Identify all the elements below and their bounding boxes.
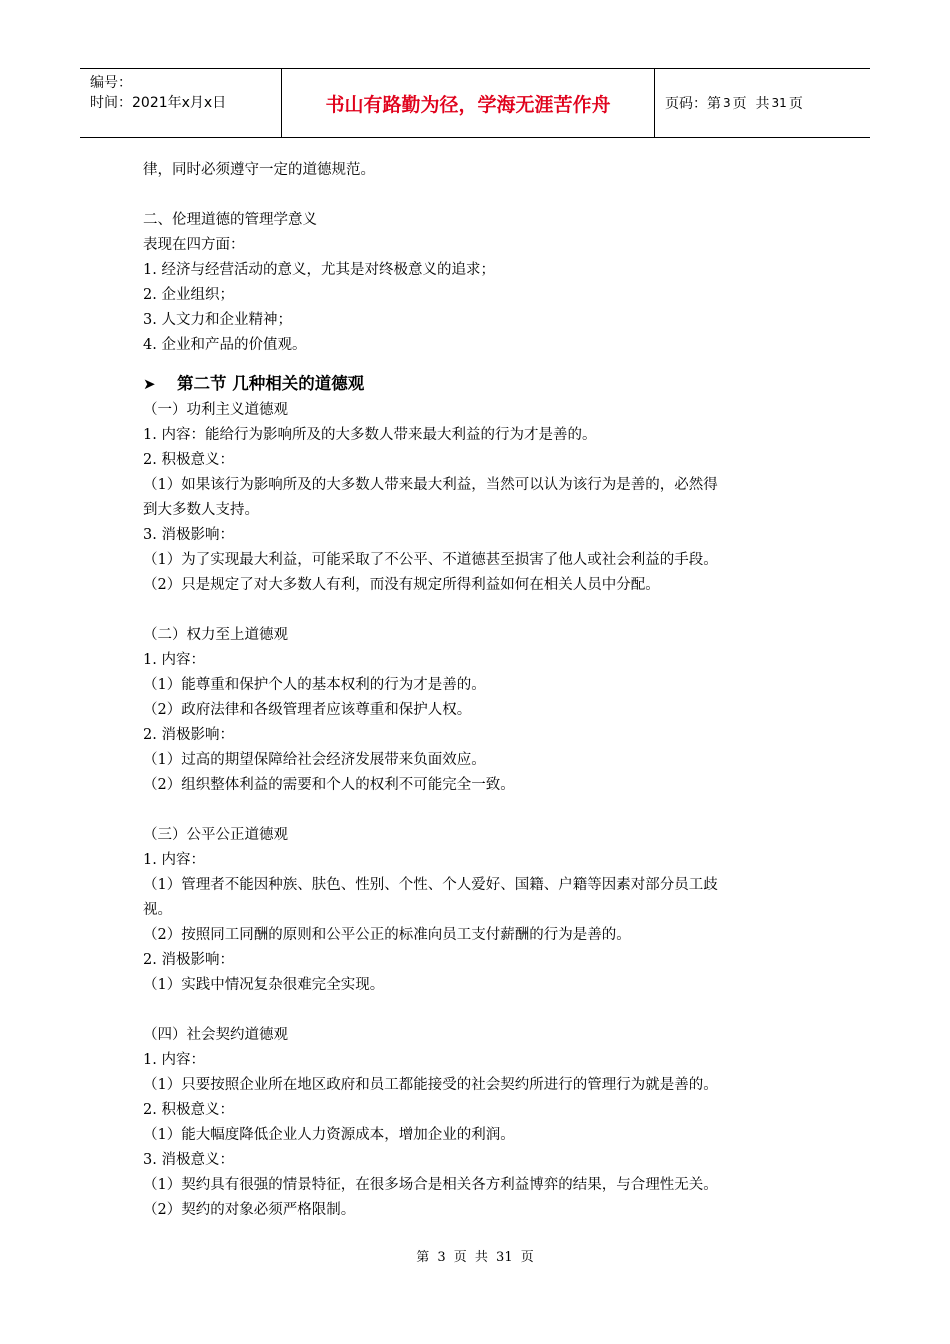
page-current: 3: [723, 96, 731, 110]
list-item: 3. 人文力和企业精神；: [143, 312, 292, 328]
paragraph: 2. 积极意义：: [143, 1102, 234, 1118]
paragraph: （2）契约的对象必须严格限制。: [143, 1202, 356, 1218]
block-heading: （三）公平公正道德观: [143, 827, 288, 843]
block-heading: （四）社会契约道德观: [143, 1027, 288, 1043]
list-item: 4. 企业和产品的价值观。: [143, 337, 307, 353]
page-suffix: 页: [788, 96, 803, 112]
block-heading: （二）权力至上道德观: [143, 627, 288, 643]
paragraph: （1）能大幅度降低企业人力资源成本，增加企业的利润。: [143, 1127, 515, 1143]
block-social-contract: [143, 1023, 813, 1223]
paragraph: （1）管理者不能因种族、肤色、性别、个性、个人爱好、国籍、户籍等因素对部分员工歧: [143, 877, 718, 893]
paragraph: 2. 积极意义：: [143, 452, 234, 468]
paragraph: （1）过高的期望保障给社会经济发展带来负面效应。: [143, 752, 486, 768]
block-utilitarian: [143, 398, 813, 598]
continuation-line: 律，同时必须遵守一定的道德规范。: [143, 162, 375, 178]
block-rights: [143, 623, 813, 798]
block-heading: （一）功利主义道德观: [143, 402, 288, 418]
paragraph: 1. 内容：: [143, 1052, 205, 1068]
paragraph: （2）按照同工同酬的原则和公平公正的标准向员工支付薪酬的行为是善的。: [143, 927, 631, 943]
paragraph: 2. 消极影响：: [143, 952, 234, 968]
paragraph: （1）实践中情况复杂很难完全实现。: [143, 977, 385, 993]
paragraph: （1）只要按照企业所在地区政府和员工都能接受的社会契约所进行的管理行为就是善的。: [143, 1077, 718, 1093]
paragraph: 到大多数人支持。: [143, 502, 259, 518]
paragraph: （1）如果该行为影响所及的大多数人带来最大利益，当然可以认为该行为是善的，必然得: [143, 477, 718, 493]
motto: 书山有路勤为径，学海无涯苦作舟: [325, 93, 611, 116]
paragraph: （1）能尊重和保护个人的基本权利的行为才是善的。: [143, 677, 486, 693]
arrow-bullet-icon: ➤: [143, 375, 156, 393]
paragraph: （2）只是规定了对大多数人有利，而没有规定所得利益如何在相关人员中分配。: [143, 577, 660, 593]
paragraph: 1. 内容：: [143, 652, 205, 668]
header-page-cell: [655, 69, 870, 137]
header-motto-cell: [282, 69, 655, 137]
list-item: 1. 经济与经营活动的意义，尤其是对终极意义的追求；: [143, 262, 495, 278]
number-label: 编号：: [90, 75, 132, 91]
paragraph: 表现在四方面：: [143, 237, 245, 253]
page-total: 31: [771, 96, 787, 110]
paragraph: 视。: [143, 902, 172, 918]
block-justice: [143, 823, 813, 998]
header-table: [80, 68, 870, 138]
section-heading: 二、伦理道德的管理学意义: [143, 212, 317, 228]
section-title-text: 第二节 几种相关的道德观: [177, 374, 365, 393]
paragraph: 3. 消极意义：: [143, 1152, 234, 1168]
paragraph: 1. 内容：: [143, 852, 205, 868]
chapter-section-title: [143, 370, 813, 398]
list-item: 2. 企业组织；: [143, 287, 234, 303]
page-mid: 页 共: [732, 96, 770, 112]
document-body: [143, 158, 813, 1223]
header-meta-cell: [80, 69, 282, 137]
time-label: 时间：2021年x月x日: [90, 95, 227, 111]
paragraph: 1. 内容：能给行为影响所及的大多数人带来最大利益的行为才是善的。: [143, 427, 597, 443]
paragraph: 3. 消极影响：: [143, 527, 234, 543]
paragraph: （2）组织整体利益的需要和个人的权利不可能完全一致。: [143, 777, 515, 793]
paragraph: （1）为了实现最大利益，可能采取了不公平、不道德甚至损害了他人或社会利益的手段。: [143, 552, 718, 568]
paragraph: （1）契约具有很强的情景特征，在很多场合是相关各方利益博弈的结果，与合理性无关。: [143, 1177, 718, 1193]
page-prefix: 页码：第: [665, 96, 721, 112]
page-footer: 第 3 页 共 31 页: [416, 1250, 534, 1265]
paragraph: 2. 消极影响：: [143, 727, 234, 743]
paragraph: （2）政府法律和各级管理者应该尊重和保护人权。: [143, 702, 472, 718]
